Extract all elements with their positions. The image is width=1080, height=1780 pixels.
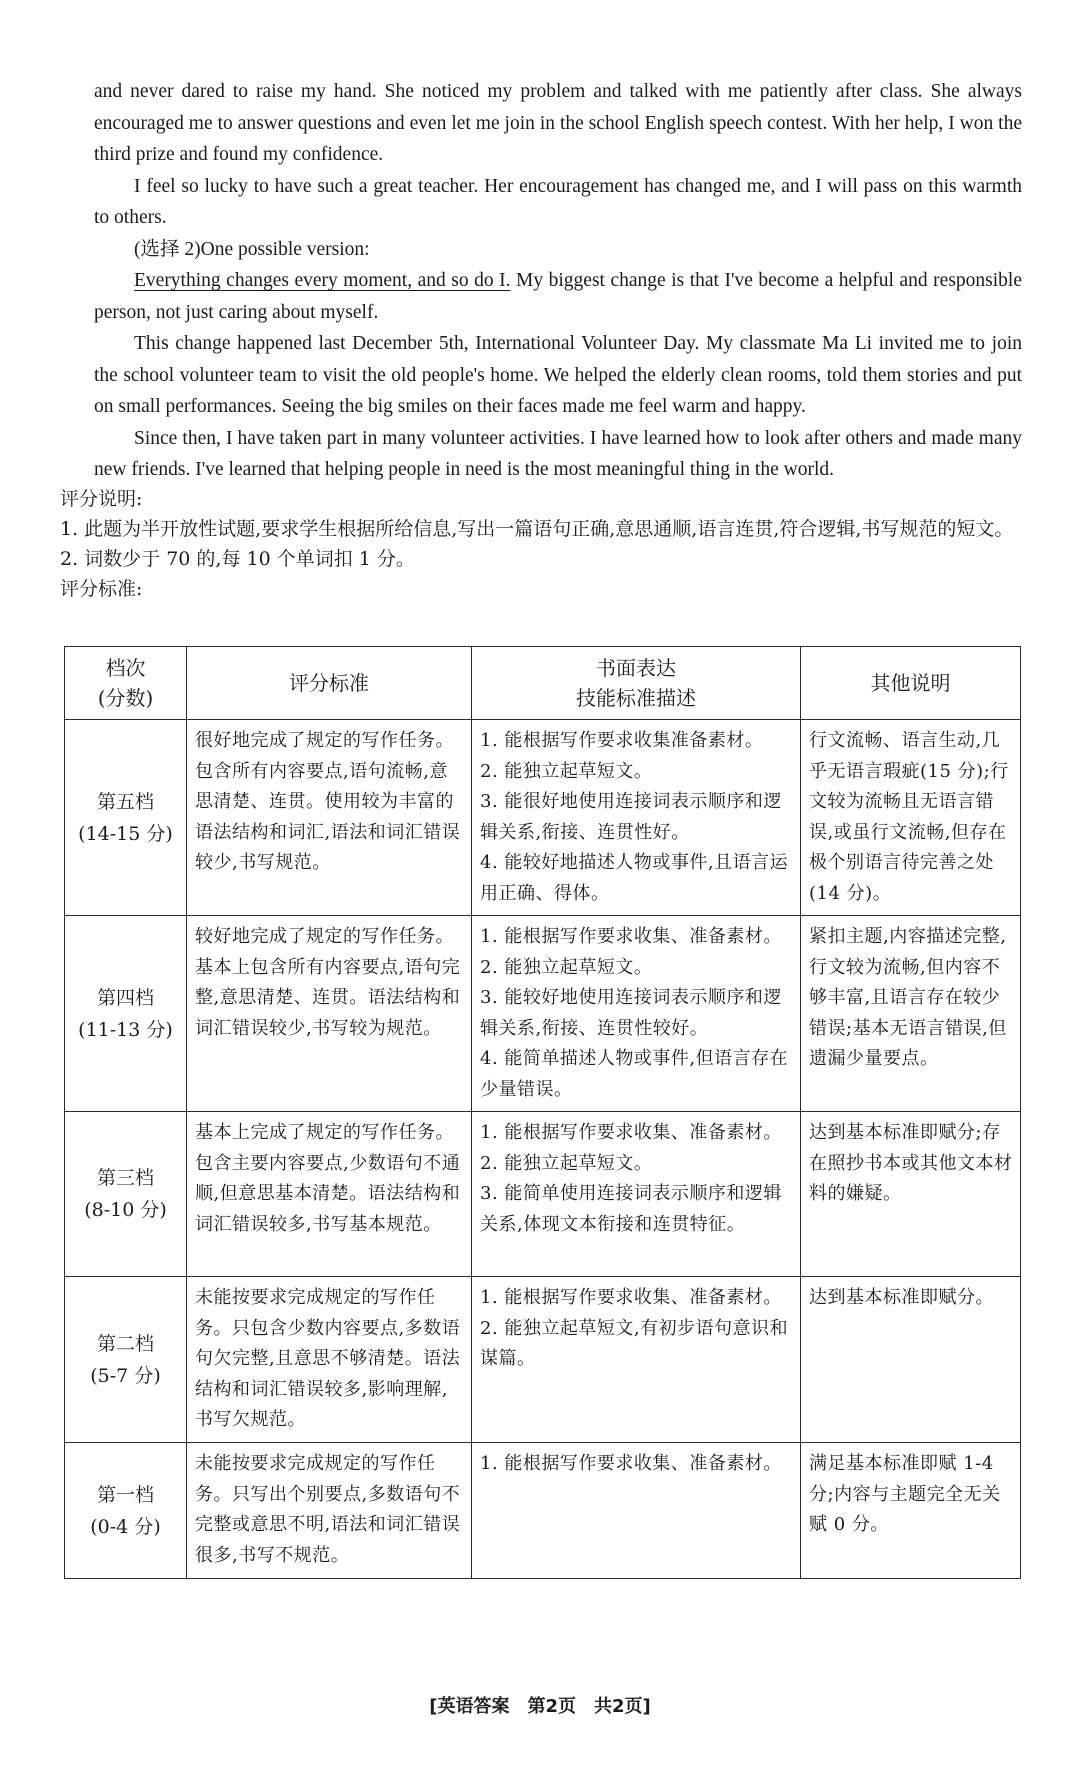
other-cell: 达到基本标准即赋分。	[801, 1277, 1021, 1443]
skills-cell: 1. 能根据写作要求收集准备素材。 2. 能独立起草短文。 3. 能很好地使用连接词表示顺序和逻辑关系,衔接、连贯性好。 4. 能较好地描述人物或事件,且语言运用正确、得体。	[472, 720, 801, 916]
header-level: 档次 (分数)	[65, 647, 187, 720]
criteria-cell: 较好地完成了规定的写作任务。基本上包含所有内容要点,语句完整,意思清楚、连贯。语法结构和词汇错误较少,书写较为规范。	[187, 916, 472, 1112]
table-row	[65, 1443, 1021, 1579]
criteria-cell: 未能按要求完成规定的写作任务。只包含少数内容要点,多数语句欠完整,且意思不够清楚。语法结构和词汇错误较多,影响理解,书写欠规范。	[187, 1277, 472, 1443]
table-row	[65, 1277, 1021, 1443]
table-header-row	[65, 647, 1021, 720]
page-footer: [英语答案 第2页 共2页]	[429, 1696, 651, 1717]
table-row	[65, 1112, 1021, 1277]
other-cell: 达到基本标准即赋分;存在照抄书本或其他文本材料的嫌疑。	[801, 1112, 1021, 1277]
essay-text: My biggest change is that I've become a helpful and responsible person, not just caring about myself.	[94, 270, 1022, 323]
table-row	[65, 916, 1021, 1112]
header-other: 其他说明	[801, 647, 1021, 720]
level-cell: 第二档 (5-7 分)	[65, 1277, 187, 1443]
criteria-cell: 基本上完成了规定的写作任务。包含主要内容要点,少数语句不通顺,但意思基本清楚。语法结构和词汇错误较多,书写基本规范。	[187, 1112, 472, 1277]
essay-paragraph: I feel so lucky to have such a great teacher. Her encouragement has changed me, and I will pass on this warmth to others.	[94, 175, 1022, 228]
skills-cell: 1. 能根据写作要求收集、准备素材。 2. 能独立起草短文。 3. 能较好地使用连接词表示顺序和逻辑关系,衔接、连贯性较好。 4. 能简单描述人物或事件,但语言存在少量错误。	[472, 916, 801, 1112]
notes-heading: 评分说明:	[60, 488, 143, 510]
level-cell: 第一档 (0-4 分)	[65, 1443, 187, 1579]
criteria-cell: 未能按要求完成规定的写作任务。只写出个别要点,多数语句不完整或意思不明,语法和词汇错误很多,书写不规范。	[187, 1443, 472, 1579]
other-cell: 行文流畅、语言生动,几乎无语言瑕疵(15 分);行文较为流畅且无语言错误,或虽行文流畅,但存在极个别语言待完善之处(14 分)。	[801, 720, 1021, 916]
essay-paragraph: Since then, I have taken part in many volunteer activities. I have learned how to look after others and made many new friends. I've learned that helping people in need is the most meaningful thing in the world.	[94, 427, 1022, 480]
level-cell: 第四档 (11-13 分)	[65, 916, 187, 1112]
essay-paragraph	[94, 265, 1022, 328]
skills-cell: 1. 能根据写作要求收集、准备素材。 2. 能独立起草短文。 3. 能简单使用连接词表示顺序和逻辑关系,体现文本衔接和连贯特征。	[472, 1112, 801, 1277]
note-item: 1. 此题为半开放性试题,要求学生根据所给信息,写出一篇语句正确,意思通顺,语言连贯,符合逻辑,书写规范的短文。	[60, 518, 1014, 540]
other-cell: 满足基本标准即赋 1-4 分;内容与主题完全无关赋 0 分。	[801, 1443, 1021, 1579]
essay-paragraph: and never dared to raise my hand. She noticed my problem and talked with me patiently after class. She always encouraged me to answer questions and even let me join in the school English speech contest. With her help, I won the third prize and found my confidence.	[94, 81, 1022, 165]
topic-sentence: Everything changes every moment, and so do I.	[134, 270, 511, 291]
scoring-rubric-table	[64, 646, 1021, 1579]
note-item: 2. 词数少于 70 的,每 10 个单词扣 1 分。	[60, 548, 415, 570]
version-label: (选择 2)One possible version:	[134, 238, 370, 260]
scoring-notes	[60, 484, 1022, 604]
sample-essay	[94, 76, 1022, 486]
skills-cell: 1. 能根据写作要求收集、准备素材。	[472, 1443, 801, 1579]
skills-cell: 1. 能根据写作要求收集、准备素材。 2. 能独立起草短文,有初步语句意识和谋篇。	[472, 1277, 801, 1443]
level-cell: 第五档 (14-15 分)	[65, 720, 187, 916]
standard-heading: 评分标准:	[60, 578, 143, 600]
header-skills: 书面表达 技能标准描述	[472, 647, 801, 720]
table-row	[65, 720, 1021, 916]
header-criteria: 评分标准	[187, 647, 472, 720]
level-cell: 第三档 (8-10 分)	[65, 1112, 187, 1277]
criteria-cell: 很好地完成了规定的写作任务。包含所有内容要点,语句流畅,意思清楚、连贯。使用较为丰富的语法结构和词汇,语法和词汇错误较少,书写规范。	[187, 720, 472, 916]
other-cell: 紧扣主题,内容描述完整,行文较为流畅,但内容不够丰富,且语言存在较少错误;基本无语言错误,但遗漏少量要点。	[801, 916, 1021, 1112]
essay-paragraph: This change happened last December 5th, International Volunteer Day. My classmate Ma Li invited me to join the school volunteer team to visit the old people's home. We helped the elderly clean rooms, told them stories and put on small performances. Seeing the big smiles on their faces made me feel warm and happy.	[94, 333, 1022, 417]
